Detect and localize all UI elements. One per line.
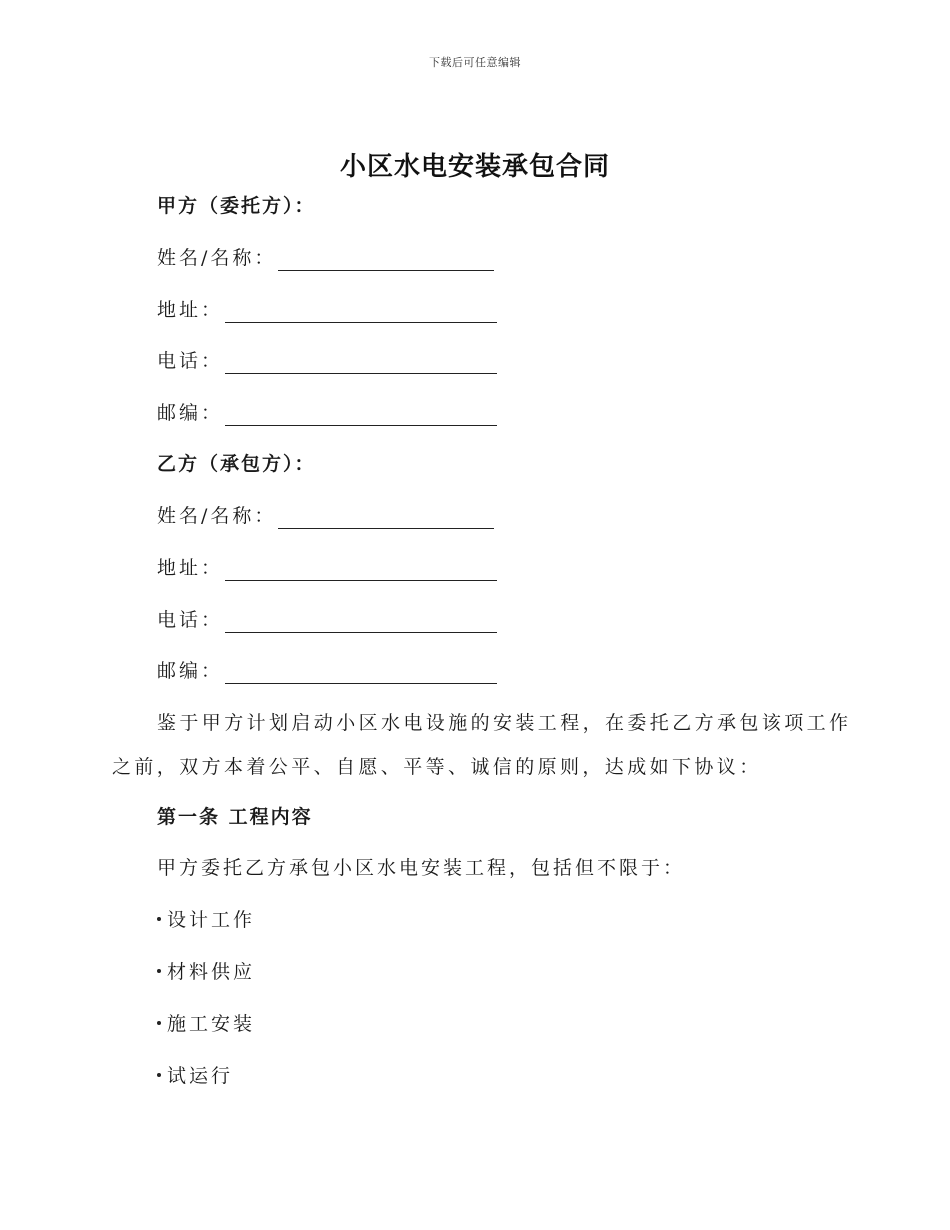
article-1-intro: 甲方委托乙方承包小区水电安装工程，包括但不限于： bbox=[157, 857, 686, 879]
party-a-address-row bbox=[157, 297, 497, 323]
party-a-heading: 甲方（委托方）： bbox=[157, 195, 316, 217]
party-b-name-label: 姓名/名称： bbox=[157, 505, 277, 527]
party-b-address-field[interactable] bbox=[225, 560, 497, 581]
party-a-address-label: 地址： bbox=[157, 299, 224, 321]
party-b-address-row bbox=[157, 555, 497, 581]
bullet-icon bbox=[157, 969, 161, 973]
party-b-phone-label: 电话： bbox=[157, 609, 224, 631]
party-b-heading: 乙方（承包方）： bbox=[157, 453, 316, 475]
preamble-line-2: 之前，双方本着公平、自愿、平等、诚信的原则，达成如下协议： bbox=[112, 756, 762, 778]
party-a-name-label: 姓名/名称： bbox=[157, 247, 277, 269]
party-b-phone-row bbox=[157, 607, 497, 633]
bullet-icon bbox=[157, 917, 161, 921]
preamble-line-1: 鉴于甲方计划启动小区水电设施的安装工程，在委托乙方承包该项工作 bbox=[157, 712, 852, 734]
party-a-phone-row bbox=[157, 348, 497, 374]
list-item bbox=[157, 907, 255, 933]
party-b-postcode-label: 邮编： bbox=[157, 660, 224, 682]
party-a-postcode-row bbox=[157, 400, 497, 426]
bullet-icon bbox=[157, 1021, 161, 1025]
bullet-icon bbox=[157, 1073, 161, 1077]
party-b-postcode-field[interactable] bbox=[225, 663, 497, 684]
document-title: 小区水电安装承包合同 bbox=[339, 152, 610, 182]
party-b-name-field[interactable] bbox=[278, 508, 494, 529]
header-note: 下载后可任意编辑 bbox=[429, 56, 521, 69]
party-b-phone-field[interactable] bbox=[225, 612, 497, 633]
party-a-postcode-label: 邮编： bbox=[157, 402, 224, 424]
party-b-name-row bbox=[157, 503, 494, 529]
party-a-phone-field[interactable] bbox=[225, 353, 497, 374]
party-a-address-field[interactable] bbox=[225, 302, 497, 323]
list-item-text: 试运行 bbox=[167, 1065, 234, 1087]
list-item-text: 设计工作 bbox=[167, 909, 256, 931]
party-b-address-label: 地址： bbox=[157, 557, 224, 579]
list-item bbox=[157, 1011, 255, 1037]
list-item bbox=[157, 959, 255, 985]
party-a-postcode-field[interactable] bbox=[225, 405, 497, 426]
party-b-postcode-row bbox=[157, 658, 497, 684]
article-1-heading: 第一条 工程内容 bbox=[157, 806, 313, 828]
party-a-phone-label: 电话： bbox=[157, 350, 224, 372]
party-a-name-row bbox=[157, 245, 494, 271]
list-item bbox=[157, 1063, 233, 1089]
list-item-text: 施工安装 bbox=[167, 1013, 256, 1035]
party-a-name-field[interactable] bbox=[278, 250, 494, 271]
list-item-text: 材料供应 bbox=[167, 961, 256, 983]
